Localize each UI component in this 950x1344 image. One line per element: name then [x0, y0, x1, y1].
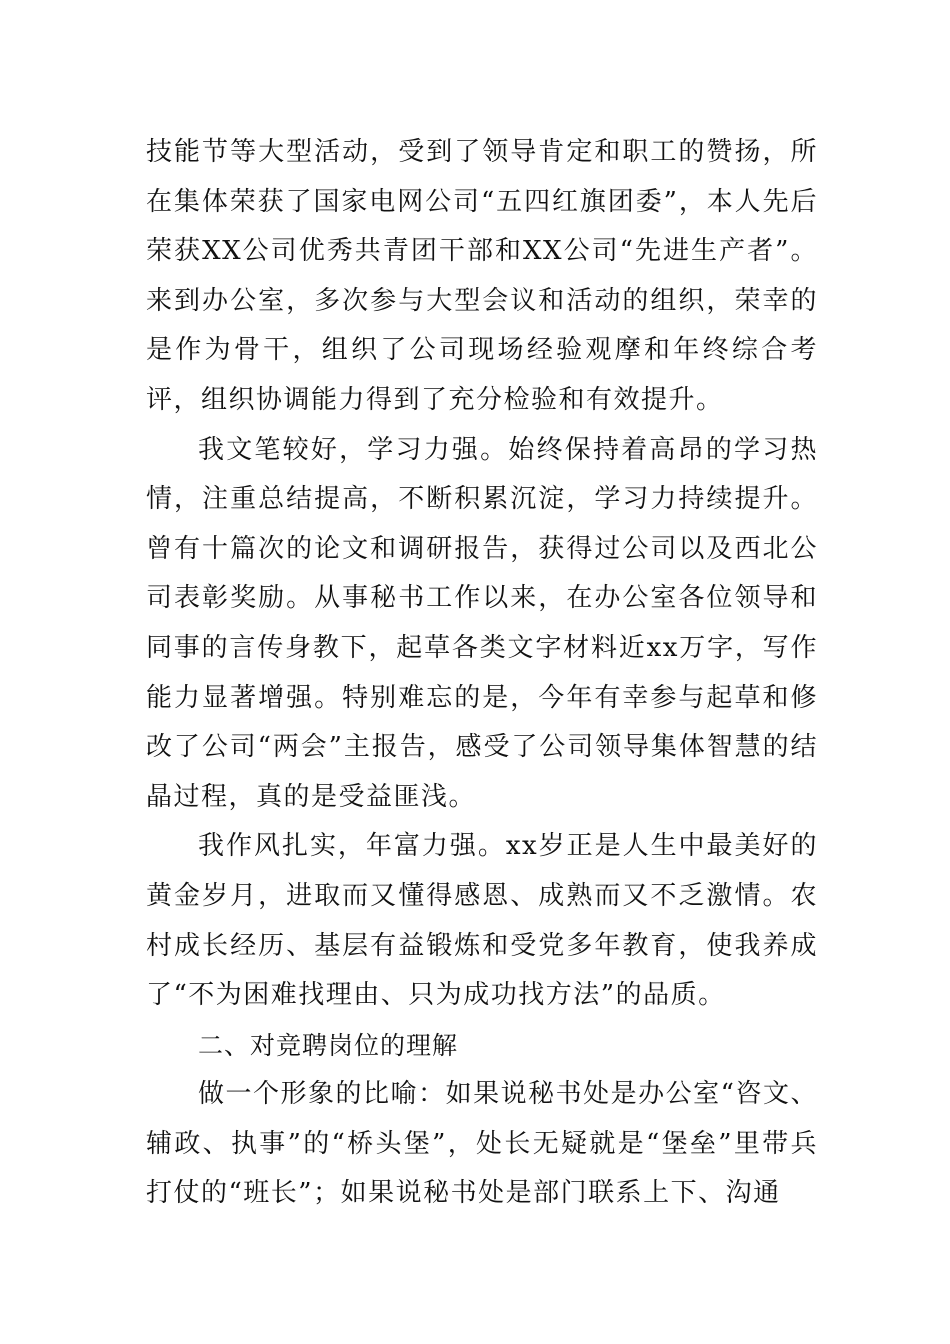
paragraph-metaphor: 做一个形象的比喻：如果说秘书处是办公室“咨文、辅政、执事”的“桥头堡”，处长无疑就是“堡垒”里带兵打仗的“班长”；如果说秘书处是部门联系上下、沟通 [146, 1079, 818, 1209]
document-body [146, 128, 818, 1219]
paragraph-continued: 技能节等大型活动，受到了领导肯定和职工的赞扬，所在集体荣获了国家电网公司“五四红旗团委”，本人先后荣获XX公司优秀共青团干部和XX公司“先进生产者”。来到办公室，多次参与大型会议和活动的组织，荣幸的是作为骨干，组织了公司现场经验观摩和年终综合考评，组织协调能力得到了充分检验和有效提升。 [146, 137, 818, 415]
paragraph-writing-ability: 我文笔较好，学习力强。始终保持着高昂的学习热情，注重总结提高，不断积累沉淀，学习力持续提升。曾有十篇次的论文和调研报告，获得过公司以及西北公司表彰奖励。从事秘书工作以来，在办公室各位领导和同事的言传身教下，起草各类文字材料近xx万字，写作能力显著增强。特别难忘的是，今年有幸参与起草和修改了公司“两会”主报告，感受了公司领导集体智慧的结晶过程，真的是受益匪浅。 [146, 434, 818, 812]
section-heading: 二、对竞聘岗位的理解 [198, 1030, 459, 1060]
paragraph-work-style: 我作风扎实，年富力强。xx岁正是人生中最美好的黄金岁月，进取而又懂得感恩、成熟而又不乏激情。农村成长经历、基层有益锻炼和受党多年教育，使我养成了“不为困难找理由、只为成功找方法”的品质。 [146, 831, 818, 1011]
